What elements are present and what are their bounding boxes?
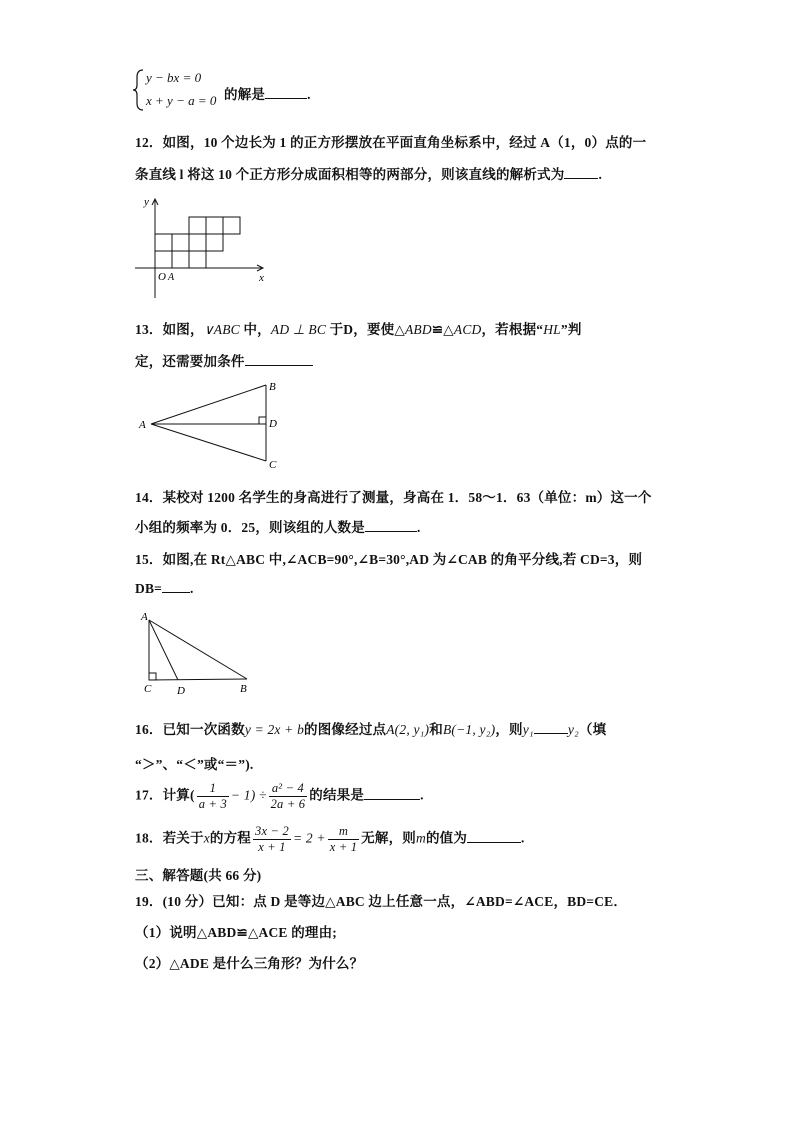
q14-line2: 小组的频率为 0．25，则该组的人数是: [135, 520, 365, 535]
q16-y2: y₂: [567, 722, 579, 737]
q12-end: .: [598, 167, 603, 182]
q14-line1: 14．某校对 1200 名学生的身高进行了测量，身高在 1．58～1．63（单位：m）这一个: [135, 490, 652, 505]
q16-point-a: A(2, y₁): [386, 722, 430, 737]
q18-operator: = 2 +: [292, 830, 326, 846]
point-d-label: D: [177, 685, 185, 697]
fraction-numerator: a² − 4: [269, 781, 308, 797]
q13-abd: ABD: [404, 322, 432, 337]
q16-line2: “＞”、“＜”或“＝”).: [135, 757, 254, 772]
q16-text: 16．已知一次函数: [135, 722, 245, 737]
q13-line2: 定，还需要加条件: [135, 354, 245, 369]
vertex-a-label: A: [141, 611, 148, 623]
q17-text: 的结果是: [309, 787, 365, 803]
right-triangle-figure: [135, 610, 265, 698]
q18-text: 18．若关于: [135, 830, 204, 846]
q16-text: 的图像经过点: [304, 722, 387, 737]
q15-line1: 15．如图,在 Rt△ABC 中,∠ACB=90°,∠B=30°,AD 为∠CAB 的角平分线,若 CD=3，则: [135, 552, 643, 567]
q17-end: .: [420, 787, 424, 803]
fraction-denominator: a + 3: [198, 797, 227, 811]
point-a-label: A: [168, 272, 175, 283]
q19-line1: 19．(10 分）已知：点 D 是等边△ABC 边上任意一点，∠ABD=∠ACE，BD=CE．: [135, 894, 628, 909]
fraction-denominator: x + 1: [329, 840, 358, 854]
vertex-a-label: A: [139, 419, 146, 431]
q18-x: x: [203, 830, 210, 846]
answer-blank: [265, 86, 307, 99]
fraction-1: [197, 781, 229, 812]
q18-end: .: [521, 830, 525, 846]
answer-blank: [365, 519, 417, 532]
q13-text: 中，: [239, 322, 271, 337]
q16-text: （填: [578, 722, 607, 737]
q17-operator: − 1) ÷: [230, 787, 267, 803]
triangle-abc-figure: [135, 378, 285, 473]
equation-1: y − bx = 0: [146, 70, 202, 85]
answer-blank: [245, 353, 313, 366]
q15-line2: DB=: [135, 581, 163, 596]
q13-hl: HL: [543, 322, 561, 337]
origin-label: O: [158, 271, 166, 283]
y-axis-label: y: [144, 196, 149, 208]
answer-blank: [534, 721, 568, 734]
answer-blank: [364, 787, 420, 800]
q13-triangle: ∨ABC: [203, 322, 240, 337]
q14-end: .: [416, 520, 421, 535]
q13-text: ”判: [560, 322, 582, 337]
q15-end: .: [190, 581, 194, 596]
fraction-2: [269, 781, 308, 812]
vertex-c-label: C: [144, 683, 152, 695]
q18-text: 的值为: [425, 830, 468, 846]
q13-acd: ACD: [453, 322, 482, 337]
fraction-denominator: x + 1: [258, 840, 286, 854]
vertex-b-label: B: [240, 683, 247, 695]
x-axis-label: x: [259, 272, 264, 284]
q18-text: 无解，则: [361, 830, 416, 846]
q17-text: 17．计算(: [135, 787, 195, 803]
section-heading: 三、解答题(共 66 分): [135, 868, 262, 883]
equation-2: x + y − a = 0: [146, 93, 217, 108]
q13-perp: AD ⊥ BC: [270, 322, 327, 337]
q13-text: ≌△: [431, 322, 454, 337]
q16-text: ，则: [495, 722, 523, 737]
q16-y1: y₁: [522, 722, 534, 737]
q11-suffix: 的解是: [224, 87, 266, 102]
answer-blank: [162, 580, 190, 593]
vertex-b-label: B: [269, 381, 276, 393]
q18-text: 的方程: [209, 830, 252, 846]
answer-blank: [564, 166, 598, 179]
squares-figure: [135, 195, 270, 300]
fraction-1: [253, 824, 291, 855]
answer-blank: [467, 830, 521, 843]
fraction-2: [328, 824, 359, 855]
fraction-numerator: 3x − 2: [255, 824, 289, 838]
q16-point-b: B(−1, y₂): [442, 722, 496, 737]
q12-line2: 条直线 l 将这 10 个正方形分成面积相等的两部分，则该直线的解析式为: [135, 167, 565, 182]
q19-subquestion-2: （2）△ADE 是什么三角形？为什么？: [135, 956, 364, 971]
q13-text: 13．如图，: [135, 322, 204, 337]
q19-subquestion-1: （1）说明△ABD≌△ACE 的理由;: [135, 925, 338, 940]
fraction-denominator: 2a + 6: [270, 797, 306, 811]
q13-text: ，若根据“: [481, 322, 544, 337]
vertex-c-label: C: [269, 459, 277, 471]
q16-function: y = 2x + b: [244, 722, 305, 737]
fraction-numerator: 1: [197, 781, 229, 797]
point-d-label: D: [269, 418, 277, 430]
q12-line1: 12．如图，10 个边长为 1 的正方形摆放在平面直角坐标系中，经过 A（1，0）点的一: [135, 135, 647, 150]
q16-text: 和: [429, 722, 443, 737]
q13-text: 于D，要使△: [326, 322, 405, 337]
fraction-numerator: m: [328, 824, 359, 840]
q18-m: m: [415, 830, 426, 846]
q11-end: .: [307, 87, 311, 102]
brace-icon: [132, 68, 146, 112]
